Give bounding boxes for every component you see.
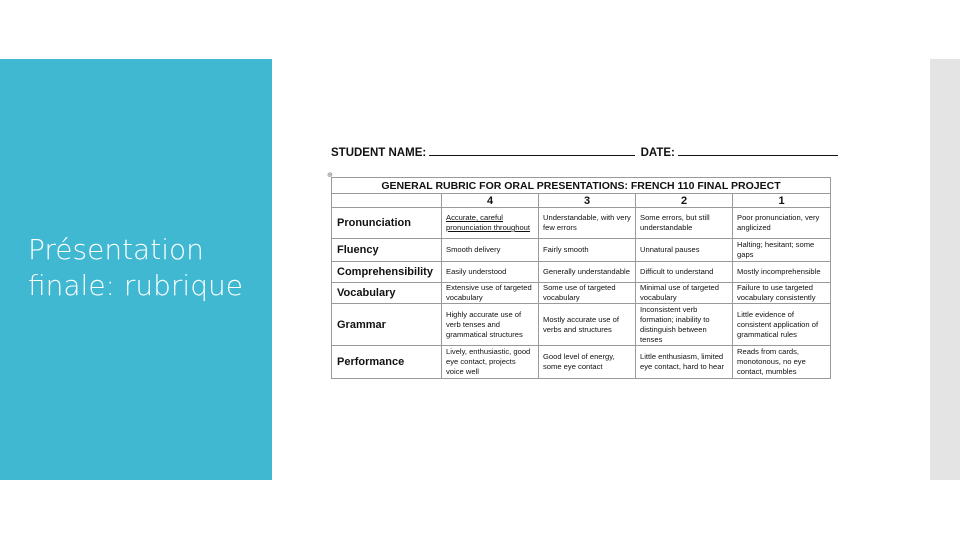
rubric-cell: Inconsistent verb formation; inability to distinguish between tenses xyxy=(636,304,733,346)
criterion-vocabulary: Vocabulary xyxy=(332,283,442,304)
rubric-cell: Mostly incomprehensible xyxy=(733,262,831,283)
criterion-performance: Performance xyxy=(332,346,442,379)
table-row xyxy=(332,283,831,304)
rubric-title: GENERAL RUBRIC FOR ORAL PRESENTATIONS: FRENCH 110 FINAL PROJECT xyxy=(332,178,831,194)
table-row xyxy=(332,239,831,262)
rubric-cell: Extensive use of targeted vocabulary xyxy=(442,283,539,304)
rubric-cell: Smooth delivery xyxy=(442,239,539,262)
rubric-cell: Halting; hesitant; some gaps xyxy=(733,239,831,262)
criterion-grammar: Grammar xyxy=(332,304,442,346)
rubric-cell: Easily understood xyxy=(442,262,539,283)
date-label: DATE: xyxy=(640,147,675,159)
rubric-cell: Failure to use targeted vocabulary consistently xyxy=(733,283,831,304)
rubric-cell: Unnatural pauses xyxy=(636,239,733,262)
rubric-cell: Some use of targeted vocabulary xyxy=(539,283,636,304)
date-blank xyxy=(678,146,838,156)
score-header-2: 2 xyxy=(636,194,733,208)
rubric-cell: Difficult to understand xyxy=(636,262,733,283)
table-row xyxy=(332,346,831,379)
rubric-cell: Poor pronunciation, very anglicized xyxy=(733,208,831,239)
student-info-line xyxy=(331,146,838,159)
criterion-fluency: Fluency xyxy=(332,239,442,262)
rubric-cell: Good level of energy, some eye contact xyxy=(539,346,636,379)
slide-title: Présentation finale: rubrique xyxy=(28,233,243,302)
right-margin-bar xyxy=(930,59,960,480)
student-name-blank xyxy=(429,146,635,156)
score-header-3: 3 xyxy=(539,194,636,208)
table-row xyxy=(332,208,831,239)
table-anchor-icon: ⊕ xyxy=(327,172,333,179)
rubric-cell: Highly accurate use of verb tenses and grammatical structures xyxy=(442,304,539,346)
criterion-pronunciation: Pronunciation xyxy=(332,208,442,239)
rubric-cell: Mostly accurate use of verbs and structures xyxy=(539,304,636,346)
rubric-cell: Fairly smooth xyxy=(539,239,636,262)
score-header-blank xyxy=(332,194,442,208)
score-header-4: 4 xyxy=(442,194,539,208)
rubric-cell: Little enthusiasm, limited eye contact, hard to hear xyxy=(636,346,733,379)
rubric-cell: Lively, enthusiastic, good eye contact, projects voice well xyxy=(442,346,539,379)
score-header-1: 1 xyxy=(733,194,831,208)
criterion-comprehensibility: Comprehensibility xyxy=(332,262,442,283)
rubric-cell: Minimal use of targeted vocabulary xyxy=(636,283,733,304)
rubric-cell: Reads from cards, monotonous, no eye contact, mumbles xyxy=(733,346,831,379)
rubric-cell: Generally understandable xyxy=(539,262,636,283)
table-row xyxy=(332,304,831,346)
rubric-cell: Some errors, but still understandable xyxy=(636,208,733,239)
table-row xyxy=(332,262,831,283)
rubric-cell: Little evidence of consistent application of grammatical rules xyxy=(733,304,831,346)
rubric-cell: Understandable, with very few errors xyxy=(539,208,636,239)
rubric-cell: Accurate, careful pronunciation throughout xyxy=(442,208,539,239)
student-name-label: STUDENT NAME: xyxy=(331,147,427,159)
rubric-table xyxy=(331,177,831,379)
